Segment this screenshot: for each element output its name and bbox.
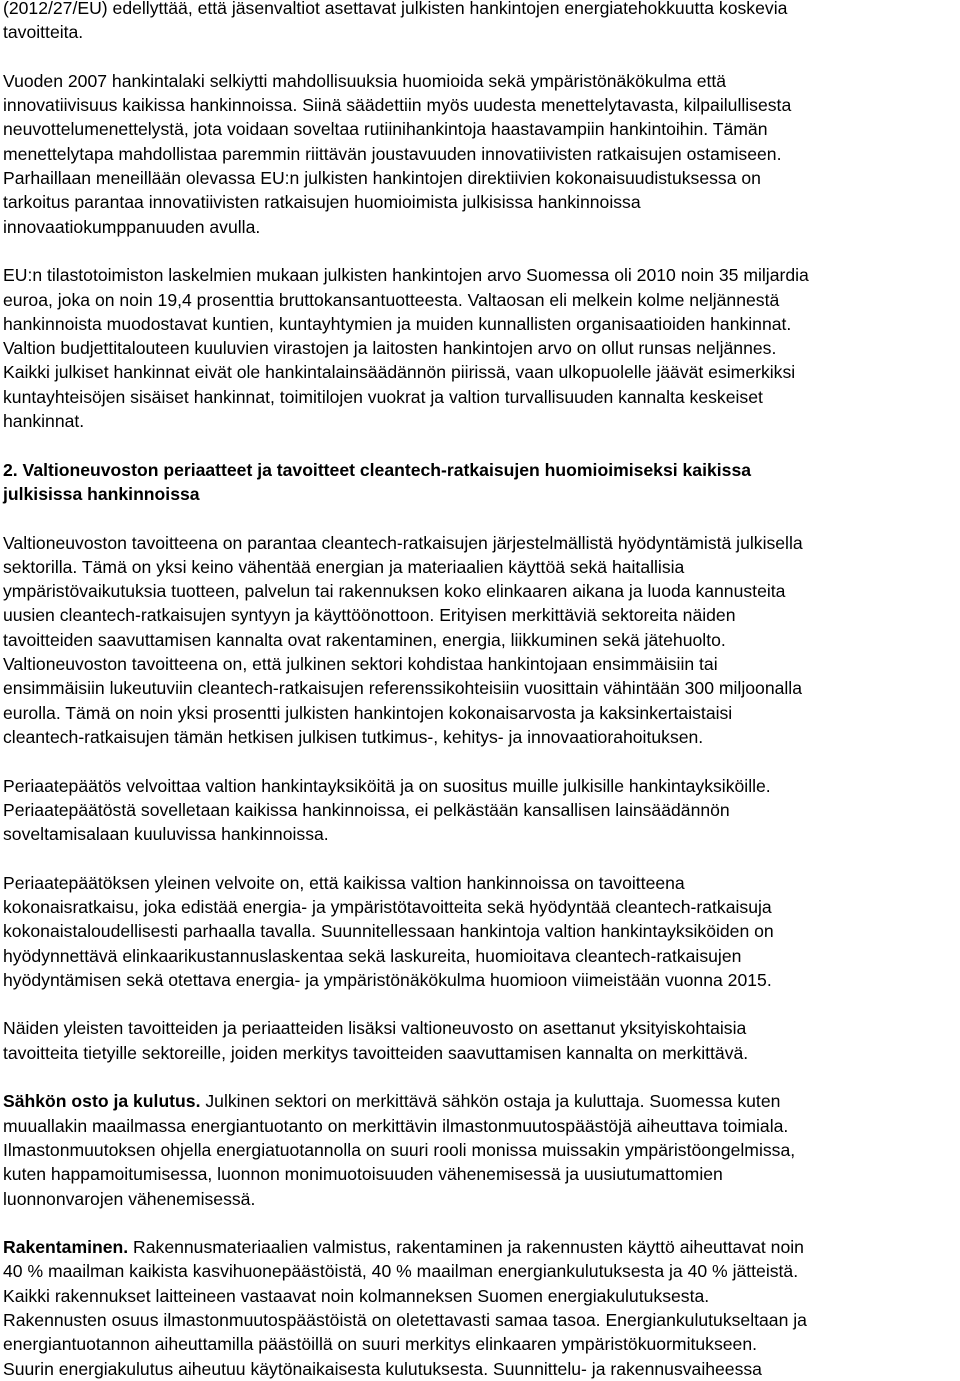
- text-line: [3, 1235, 958, 1259]
- heading-line: julkisissa hankinnoissa: [3, 483, 200, 504]
- text-line: ympäristövaikutuksia tuotteen, palvelun tai rakennuksen koko elinkaaren aikana ja luoda kannusteita: [3, 581, 786, 602]
- text-line: Kaikki rakennukset laitteineen vastaavat noin kolmanneksen Suomen energiakulutuksesta.: [3, 1285, 710, 1306]
- text-line: Valtioneuvoston tavoitteena on, että julkinen sektori kohdistaa hankintojaan ensimmäisiin tai: [3, 654, 718, 675]
- text-line: Vuoden 2007 hankintalaki selkiytti mahdollisuuksia huomioida sekä ympäristönäkökulma että: [3, 70, 727, 91]
- text-line: Valtion budjettitalouteen kuuluvien virastojen ja laitosten hankintojen arvo on ollut runsas neljännes.: [3, 338, 777, 359]
- paragraph-government-goals: [3, 531, 958, 750]
- paragraph-procurement-value: [3, 263, 958, 433]
- text-line: Ilmastonmuutoksen ohjella energiatuotannolla on suuri rooli monissa muissakin ympäristöongelmissa,: [3, 1139, 796, 1160]
- text-line: Suurin energiakulutus aiheutuu käytönaikaisesta kulutuksesta. Suunnittelu- ja rakennusvaiheessa: [3, 1358, 762, 1379]
- text-line: sektorilla. Tämä on yksi keino vähentää energian ja materiaalien käyttöä sekä haitallisia: [3, 556, 685, 577]
- text-line: Periaatepäätös velvoittaa valtion hankintayksiköitä ja on suositus muille julkisille hankintayksiköille.: [3, 775, 771, 796]
- text-line: hyödyntämisen sekä otettava energia- ja ympäristönäkökulma huomioon viimeistään vuonna 2015.: [3, 969, 772, 990]
- text-line: muuallakin maailmassa energiantuotanto on merkittävin ilmastonmuutospäästöjä aiheuttava toimiala.: [3, 1115, 789, 1136]
- text-line: Periaatepäätöksen yleinen velvoite on, että kaikissa valtion hankinnoissa on tavoitteena: [3, 872, 685, 893]
- paragraph-general-obligation: [3, 871, 958, 992]
- paragraph-lead: Rakentaminen.: [3, 1237, 129, 1258]
- text-line: tavoitteiden saavuttamisen kannalta ovat rakentaminen, energia, liikkuminen sekä jätehuolto.: [3, 629, 726, 650]
- text-run: Julkinen sektori on merkittävä sähkön ostaja ja kuluttaja. Suomessa kuten: [200, 1091, 781, 1112]
- text-line: Parhaillaan meneillään olevassa EU:n julkisten hankintojen direktiivien kokonaisuudistuksessa on: [3, 168, 761, 189]
- text-line: neuvottelumenettelystä, jota voidaan soveltaa rutiinihankintoja haastavampiin hankintoihin. Tämän: [3, 119, 768, 140]
- text-line: hyödynnettävä elinkaarikustannuslaskentaa sekä laskureita, huomioitava cleantech-ratkaisujen: [3, 945, 742, 966]
- paragraph-decision-obligation: [3, 774, 958, 847]
- text-line: innovatiivisuus kaikissa hankinnoissa. Siinä säädettiin myös uudesta menettelytavasta, kilpailullisesta: [3, 95, 792, 116]
- text-line: hankinnoista muodostavat kuntien, kuntayhtymien ja muiden kunnallisten organisaatioiden hankinnat.: [3, 313, 792, 334]
- text-line: hankinnat.: [3, 411, 85, 432]
- text-line: Periaatepäätöstä sovelletaan kaikissa hankinnoissa, ei pelkästään kansallisen lainsäädännön: [3, 799, 730, 820]
- text-line: euroa, joka on noin 19,4 prosenttia bruttokansantuotteesta. Valtaosan eli melkein kolme neljännestä: [3, 289, 780, 310]
- text-line: kuten happamoitumisessa, luonnon monimuotoisuuden vähenemisessä ja uusiutumattomien: [3, 1164, 723, 1185]
- text-line: soveltamisalaan kuuluvissa hankinnoissa.: [3, 824, 329, 845]
- text-line: eurolla. Tämä on noin yksi prosentti julkisten hankintojen kokonaisarvosta ja kaksinkertaistaisi: [3, 702, 733, 723]
- text-line: Valtioneuvoston tavoitteena on parantaa cleantech-ratkaisujen järjestelmällistä hyödyntämistä julkisella: [3, 532, 803, 553]
- paragraph-energy-efficiency: [3, 0, 958, 45]
- section-heading: [3, 458, 958, 507]
- text-line: cleantech-ratkaisujen tämän hetkisen julkisen tutkimus-, kehitys- ja innovaatiorahoituksen.: [3, 726, 704, 747]
- text-line: energiantuotannon aiheuttamilla päästöillä on suuri merkitys elinkaaren ympäristökuormitukseen.: [3, 1334, 758, 1355]
- text-line: tarkoitus parantaa innovatiivisten ratkaisujen huomioimista julkisissa hankinnoissa: [3, 192, 641, 213]
- text-line: kokonaisratkaisu, joka edistää energia- ja ympäristötavoitteita sekä hyödyntää cleantech-ratkaisuja: [3, 896, 772, 917]
- text-line: kokonaistaloudellisesti parhaalla tavalla. Suunnitellessaan hankintoja valtion hankintayksiköiden on: [3, 921, 774, 942]
- text-line: (2012/27/EU) edellyttää, että jäsenvaltiot asettavat julkisten hankintojen energiatehokkuutta koskevia: [3, 0, 788, 18]
- text-line: kuntayhteisöjen sisäiset hankinnat, toimitilojen vuokrat ja valtion turvallisuuden kannalta keskeiset: [3, 386, 763, 407]
- paragraph-electricity: [3, 1089, 958, 1210]
- text-line: EU:n tilastotoimiston laskelmien mukaan julkisten hankintojen arvo Suomessa oli 2010 noin 35 miljardia: [3, 265, 809, 286]
- text-line: uusien cleantech-ratkaisujen syntyyn ja käyttöönottoon. Erityisen merkittäviä sektoreita näiden: [3, 605, 736, 626]
- text-run: Rakennusmateriaalien valmistus, rakentaminen ja rakennusten käyttö aiheuttavat noin: [128, 1237, 804, 1258]
- paragraph-sector-goals: [3, 1016, 958, 1065]
- text-line: Kaikki julkiset hankinnat eivät ole hankintalainsäädännön piirissä, vaan ulkopuolelle jäävät esimerkiksi: [3, 362, 796, 383]
- text-line: Rakennusten osuus ilmastonmuutospäästöistä on oletettavasti samaa tasoa. Energiankulutukseltaan ja: [3, 1310, 807, 1331]
- text-line: 40 % maailman kaikista kasvihuonepäästöistä, 40 % maailman energiankulutuksesta ja 40 % jätteistä.: [3, 1261, 799, 1282]
- text-line: [3, 1089, 958, 1113]
- text-line: luonnonvarojen vähenemisessä.: [3, 1188, 256, 1209]
- paragraph-construction: [3, 1235, 958, 1381]
- text-line: tavoitteita.: [3, 22, 84, 43]
- text-line: menettelytapa mahdollistaa paremmin riittävän joustavuuden innovatiivisten ratkaisujen ostamiseen.: [3, 143, 782, 164]
- paragraph-procurement-act: [3, 69, 958, 239]
- paragraph-lead: Sähkön osto ja kulutus.: [3, 1091, 201, 1112]
- text-line: innovaatiokumppanuuden avulla.: [3, 216, 261, 237]
- text-line: Näiden yleisten tavoitteiden ja periaatteiden lisäksi valtioneuvosto on asettanut yksityiskohtaisia: [3, 1018, 747, 1039]
- document-page: [3, 0, 958, 1381]
- heading-line: 2. Valtioneuvoston periaatteet ja tavoitteet cleantech-ratkaisujen huomioimiseksi kaikissa: [3, 459, 752, 480]
- text-line: tavoitteita tietyille sektoreille, joiden merkitys tavoitteiden saavuttamisen kannalta on merkittävä.: [3, 1042, 749, 1063]
- text-line: ensimmäisiin lukeutuviin cleantech-ratkaisujen referenssikohteisiin vuosittain vähintään 300 miljoonalla: [3, 678, 802, 699]
